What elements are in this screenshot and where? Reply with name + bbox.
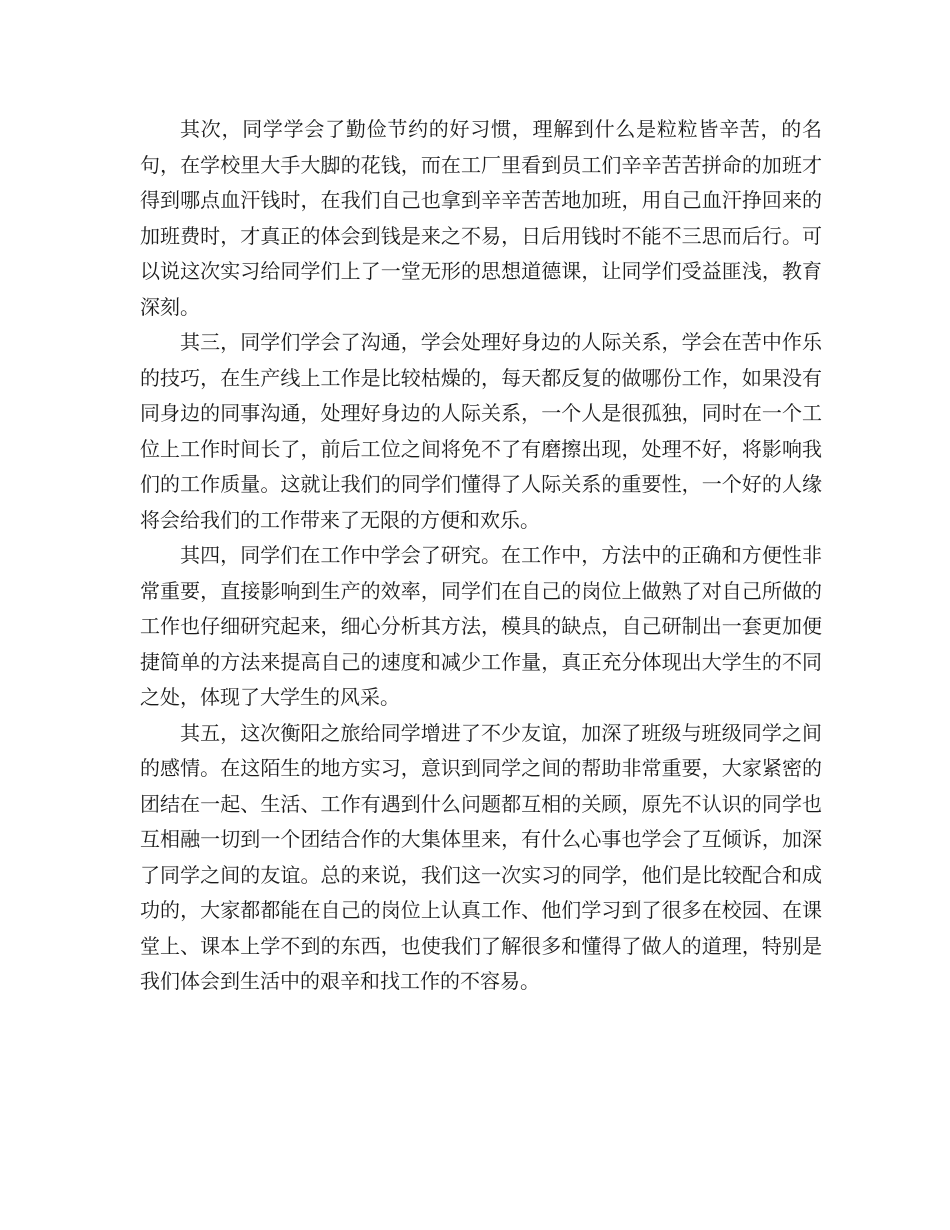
paragraph-thrift: 其次，同学学会了勤俭节约的好习惯，理解到什么是粒粒皆辛苦，的名句，在学校里大手大脚的花钱，而在工厂里看到员工们辛辛苦苦拼命的加班才得到哪点血汗钱时，在我们自己也拿到辛辛苦苦地加班，用自己血汗挣回来的加班费时，才真正的体会到钱是来之不易，日后用钱时不能不三思而后行。可以说这次实习给同学们上了一堂无形的思想道德课，让同学们受益匪浅，教育深刻。: [140, 117, 822, 319]
paragraph-communication: 其三，同学们学会了沟通，学会处理好身边的人际关系，学会在苦中作乐的技巧，在生产线上工作是比较枯燥的，每天都反复的做哪份工作，如果没有同身边的同事沟通，处理好身边的人际关系，一个人是很孤独，同时在一个工位上工作时间长了，前后工位之间将免不了有磨擦出现，处理不好，将影响我们的工作质量。这就让我们的同学们懂得了人际关系的重要性，一个好的人缘将会给我们的工作带来了无限的方便和欢乐。: [140, 330, 822, 532]
paragraph-friendship: 其五，这次衡阳之旅给同学增进了不少友谊，加深了班级与班级同学之间的感情。在这陌生的地方实习，意识到同学之间的帮助非常重要，大家紧密的团结在一起、生活、工作有遇到什么问题都互相的关顾，原先不认识的同学也互相融一切到一个团结合作的大集体里来，有什么心事也学会了互倾诉，加深了同学之间的友谊。总的来说，我们这一次实习的同学，他们是比较配合和成功的，大家都都能在自己的岗位上认真工作、他们学习到了很多在校园、在课堂上、课本上学不到的东西，也使我们了解很多和懂得了做人的道理，特别是我们体会到生活中的艰辛和找工作的不容易。: [140, 720, 822, 993]
paragraph-research: 其四，同学们在工作中学会了研究。在工作中，方法中的正确和方便性非常重要，直接影响到生产的效率，同学们在自己的岗位上做熟了对自己所做的工作也仔细研究起来，细心分析其方法，模具的缺点，自己研制出一套更加便捷简单的方法来提高自己的速度和减少工作量，真正充分体现出大学生的不同之处，体现了大学生的风采。: [140, 543, 822, 709]
document-page: [140, 112, 822, 1000]
